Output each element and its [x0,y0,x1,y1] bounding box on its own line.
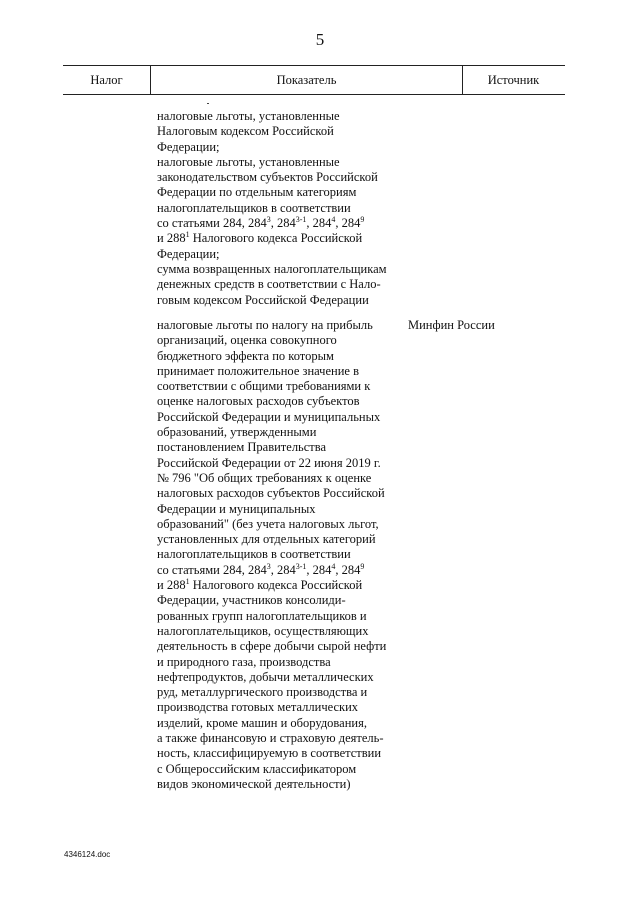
text-fragment: , 284 [335,562,361,577]
text-line: а также финансовую и страховую деятель- [157,731,384,746]
text-line: Российской Федерации и муниципальных [157,409,381,424]
header-source: Источник [487,73,540,87]
text-line: № 796 "Об общих требованиях к оценке [157,470,372,485]
text-fragment: , 284 [335,216,361,231]
text-line: Федерации и муниципальных [157,501,316,516]
text-line: Налоговым кодексом Российской [157,124,334,139]
text-line: оценке налоговых расходов субъектов [157,394,360,409]
text-line: видов экономической деятельности) [157,776,351,791]
text-fragment: и 288 [157,231,186,246]
superscript: 4 [331,215,336,225]
text-fragment: , 284 [270,216,296,231]
table-header [63,65,565,95]
superscript: 9 [360,561,365,571]
text-line: налоговых расходов субъектов Российской [157,486,385,501]
text-line: налоговые льготы, установленные [157,109,340,123]
text-line-code [157,231,407,246]
text-line: сумма возвращенных налогоплательщикам [157,261,387,276]
superscript: 1 [185,577,190,587]
scan-speck [207,103,209,104]
superscript: 4 [331,561,336,571]
text-line: постановлением Правительства [157,440,327,455]
text-line: Российской Федерации от 22 июня 2019 г. [157,455,381,470]
text-line: Федерации; [157,246,220,261]
text-line: Федерации по отдельным категориям [157,185,357,200]
text-line: нефтепродуктов, добычи металлических [157,669,374,684]
text-line: организаций, оценка совокупного [157,333,337,348]
text-line: руд, металлургического производства и [157,685,368,700]
text-line: производства готовых металлических [157,700,359,715]
text-fragment: со статьями 284, 284 [157,562,267,577]
text-fragment: , 284 [270,562,296,577]
text-line: и природного газа, производства [157,654,331,669]
text-line: налогоплательщиков, осуществляющих [157,623,369,638]
text-line: Федерации, участников консолиди- [157,593,346,608]
text-line-articles [157,563,407,578]
text-line-articles [157,216,407,231]
text-line: законодательством субъектов Российской [157,170,378,185]
text-fragment: со статьями 284, 284 [157,216,267,231]
text-fragment: , 284 [306,562,332,577]
text-line: соответствии с общими требованиями к [157,379,371,394]
text-fragment: Налогового кодекса Российской [189,231,363,246]
text-line: налоговые льготы, установленные [157,154,340,169]
superscript: 3-1 [295,561,307,571]
page-number: 5 [315,30,325,49]
text-line: денежных средств в соответствии с Нало- [157,277,381,292]
text-line: образований" (без учета налоговых льгот, [157,516,379,531]
text-line: изделий, кроме машин и оборудования, [157,715,367,730]
text-line: рованных групп налогоплательщиков и [157,608,367,623]
text-line: с Общероссийским классификатором [157,761,357,776]
source-value: Минфин России [408,318,495,332]
text-line: налоговые льготы по налогу на прибыль [157,318,373,332]
indicator-block-1 [157,109,407,308]
text-line: принимает положительное значение в [157,363,359,378]
text-line: установленных для отдельных категорий [157,532,376,547]
text-line: деятельность в сфере добычи сырой нефти [157,639,387,654]
text-line: налогоплательщиков в соответствии [157,200,351,215]
text-line: образований, утвержденными [157,425,317,440]
header-tax: Налог [90,73,123,87]
document-filename: 4346124.doc [64,850,111,859]
text-fragment: и 288 [157,578,186,593]
text-line: налогоплательщиков в соответствии [157,547,351,562]
superscript: 3 [266,215,271,225]
text-fragment: , 284 [306,216,332,231]
text-fragment: Налогового кодекса Российской [189,578,363,593]
superscript: 9 [360,215,365,225]
text-line: ность, классифицируемую в соответствии [157,746,382,761]
text-line: Федерации; [157,139,220,154]
text-line: бюджетного эффекта по которым [157,348,334,363]
text-line-code [157,578,407,593]
header-indicator: Показатель [150,66,463,94]
text-line: говым кодексом Российской Федерации [157,292,369,307]
superscript: 1 [185,230,190,240]
superscript: 3 [266,561,271,571]
superscript: 3-1 [295,215,307,225]
indicator-block-2 [157,318,407,792]
